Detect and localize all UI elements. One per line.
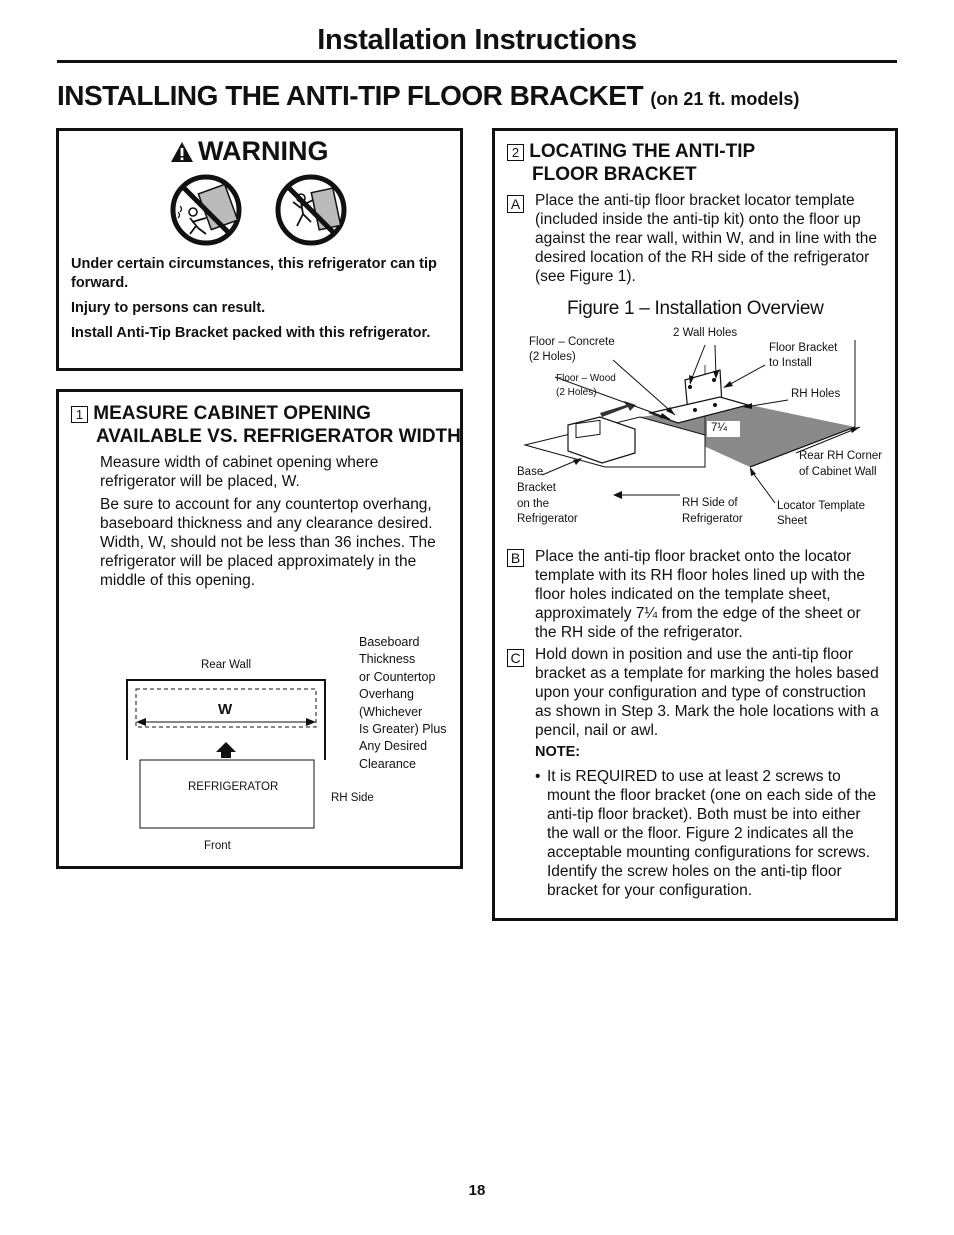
rh-holes-label: RH Holes [791,388,841,400]
wall-holes-label: 2 Wall Holes [673,327,738,339]
width-w-label: W [218,701,233,718]
step1-heading [71,402,461,425]
step2-number: 2 [507,144,524,161]
base-bracket-line: Base [517,466,544,478]
step1-paragraph-1: Measure width of cabinet opening where refrigerator will be placed, W. [100,454,379,490]
baseboard-line: Baseboard [359,635,420,649]
warning-line-2: Injury to persons can result. [71,300,266,316]
floor-wood-line: (2 Holes) [556,386,597,398]
section-title-text: INSTALLING THE ANTI-TIP FLOOR BRACKET [57,80,644,111]
floor-bracket-line: Floor Bracket [769,342,838,354]
floor-wood-label [556,372,616,399]
baseboard-line: or Countertop [359,669,436,684]
section-title [57,80,799,112]
figure-1-title: Figure 1 – Installation Overview [567,298,824,319]
refrigerator-label: REFRIGERATOR [188,781,279,793]
base-bracket-line: Refrigerator [517,513,578,526]
warning-line-1: Under certain circumstances, this refrigerator can tip forward. [71,256,437,291]
dimension-label: 7¼ [711,422,727,434]
floor-concrete-line: (2 Holes) [529,351,576,363]
locator-template-line: Sheet [777,515,808,527]
warning-line-3: Install Anti-Tip Bracket packed with this refrigerator. [71,325,431,341]
step1-heading-line2: AVAILABLE VS. REFRIGERATOR WIDTH [96,426,461,447]
step2-heading-line2: FLOOR BRACKET [532,164,697,185]
baseboard-line: Thickness [359,652,416,667]
rh-side-fridge-line: Refrigerator [682,513,743,525]
step-b-text: Place the anti-tip floor bracket onto the locator template with its RH floor holes lined up with the floor holes indicated on the template sheet, approximately 7¼ from the edge of the sheet or the RH side of the refrigerator. [535,548,865,641]
baseboard-line: Overhang [359,687,414,702]
section-subtitle: (on 21 ft. models) [650,89,800,109]
baseboard-line: Is Greater) Plus [359,722,447,737]
rear-rh-corner-label [799,448,882,480]
baseboard-line: Clearance [359,756,416,771]
note-label: NOTE: [535,744,581,760]
header-rule [57,60,897,63]
rear-wall-label: Rear Wall [201,659,252,671]
step-c-label: C [507,649,524,667]
step-a-text: Place the anti-tip floor bracket locator template (included inside the anti-tip kit) onto the floor up against the rear wall, within W, and in line with the desired location of the RH side of the refrigerator (see Figure 1). [535,192,878,285]
floor-concrete-line: Floor – Concrete [529,336,615,348]
step-a-label: A [507,195,524,213]
floor-bracket-line: to Install [769,357,812,369]
step2-heading [507,140,755,163]
note-text: It is REQUIRED to use at least 2 screws to mount the floor bracket (one on each side of the anti-tip floor bracket). Both must be into either the wall or the floor. Figure 2 indicates all the acceptable mounting configurations for screws. Identify the screw holes on the anti-tip floor bracket for your configuration. [547,768,877,899]
base-bracket-label [517,465,578,528]
cabinet-opening-diagram [120,670,330,835]
baseboard-line: Any Desired [359,739,428,754]
page-number: 18 [468,1182,486,1199]
step2-heading-line1: LOCATING THE ANTI-TIP [529,141,756,162]
warning-heading [170,136,329,167]
locator-template-label [777,499,865,529]
no-climbing-icon [273,172,349,248]
base-bracket-line: Bracket [517,481,556,494]
base-bracket-line: on the [517,497,549,510]
locator-template-line: Locator Template [777,500,866,512]
rear-rh-corner-line: Rear RH Corner [799,450,883,462]
warning-heading-text: WARNING [198,136,329,166]
step1-heading-line1: MEASURE CABINET OPENING [93,403,371,424]
no-tipping-icon [168,172,244,248]
floor-wood-line: Floor – Wood [556,373,616,384]
page-header-title: Installation Instructions [317,24,637,56]
step-b-label: B [507,549,524,567]
floor-bracket-label [769,341,837,371]
baseboard-line: (Whichever [359,704,423,719]
note-bullet: • [535,768,541,785]
rh-side-fridge-label [682,495,743,527]
baseboard-label [359,634,447,773]
warning-triangle-icon [170,141,194,163]
rh-side-fridge-line: RH Side of [682,497,738,509]
step1-number: 1 [71,406,88,423]
front-label: Front [204,840,231,852]
step1-paragraph-2: Be sure to account for any countertop overhang, baseboard thickness and any clearance desired. Width, W, should not be less than 36 inches. The refrigerator will be placed approximately in the middle of this opening. [100,496,436,589]
floor-concrete-label [529,335,615,365]
rh-side-label: RH Side [331,792,374,804]
rear-rh-corner-line: of Cabinet Wall [799,466,877,478]
step-c-text: Hold down in position and use the anti-tip floor bracket as a template for marking the holes based upon your configuration and type of construction as shown in Step 3. Mark the hole locations with a pencil, nail or awl. [535,646,879,739]
